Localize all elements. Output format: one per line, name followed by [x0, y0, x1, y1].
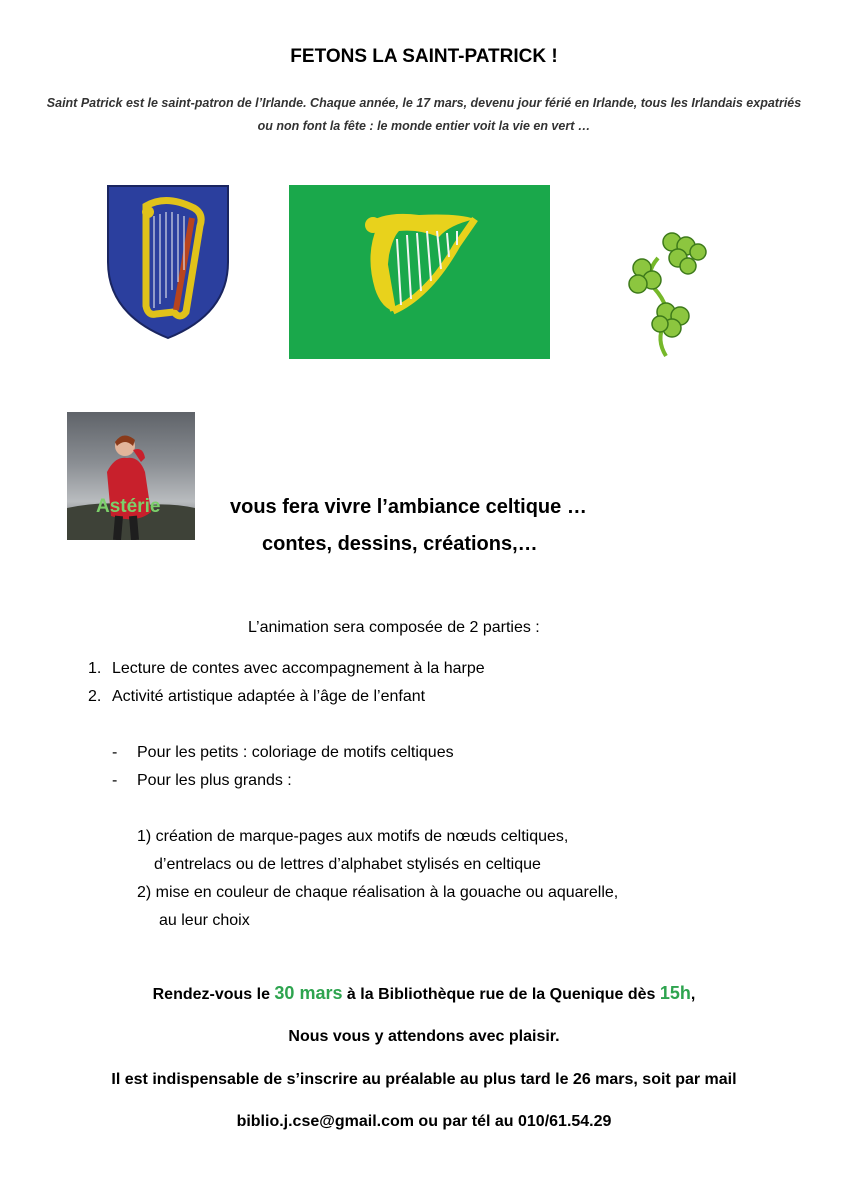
- bullet-dash: -: [112, 772, 118, 789]
- group-text: Pour les petits : coloriage de motifs celtiques: [137, 744, 454, 761]
- irish-harp-flag-image: [289, 185, 550, 359]
- shamrock-image: [628, 228, 708, 360]
- page-title: FETONS LA SAINT-PATRICK !: [290, 46, 558, 67]
- tagline-line1: vous fera vivre l’ambiance celtique …: [230, 496, 587, 518]
- list-item: 1.: [88, 660, 102, 677]
- tagline-line2: contes, dessins, créations,…: [262, 533, 538, 555]
- event-date: 30 mars: [274, 983, 343, 1003]
- photo-label: Astérie: [96, 496, 161, 517]
- activity-line: 2) mise en couleur de chaque réalisation à la gouache ou aquarelle,: [137, 884, 619, 901]
- bullet-dash: -: [112, 744, 118, 761]
- waiting-line: Nous vous y attendons avec plaisir.: [288, 1028, 560, 1045]
- activity-line: d’entrelacs ou de lettres d’alphabet stylisés en celtique: [154, 856, 541, 873]
- rendezvous-line: Rendez-vous le 30 mars à la Bibliothèque rue de la Quenique dès 15h,: [152, 983, 696, 1003]
- activity-line: au leur choix: [159, 912, 250, 929]
- list-item-text: Lecture de contes avec accompagnement à la harpe: [112, 660, 485, 677]
- activity-line: 1) création de marque-pages aux motifs de nœuds celtiques,: [137, 828, 569, 845]
- registration-line: Il est indispensable de s’inscrire au préalable au plus tard le 26 mars, soit par mail: [111, 1071, 737, 1088]
- asterie-photo: [67, 412, 195, 540]
- irish-coat-of-arms-image: [106, 184, 230, 340]
- event-time: 15h: [659, 983, 691, 1003]
- list-item-text: Activité artistique adaptée à l’âge de l’enfant: [112, 688, 426, 705]
- intro-text: Saint Patrick est le saint-patron de l’Irlande. Chaque année, le 17 mars, devenu jour férié en Irlande, tous les Irlandais expatriés ou non font la fête : le monde entier voit la vie en vert …: [46, 96, 802, 133]
- group-text: Pour les plus grands :: [137, 772, 292, 789]
- animation-heading: L’animation sera composée de 2 parties :: [248, 619, 540, 636]
- contact-line: biblio.j.cse@gmail.com ou par tél au 010/61.54.29: [236, 1113, 612, 1130]
- list-item: 2.: [88, 688, 102, 705]
